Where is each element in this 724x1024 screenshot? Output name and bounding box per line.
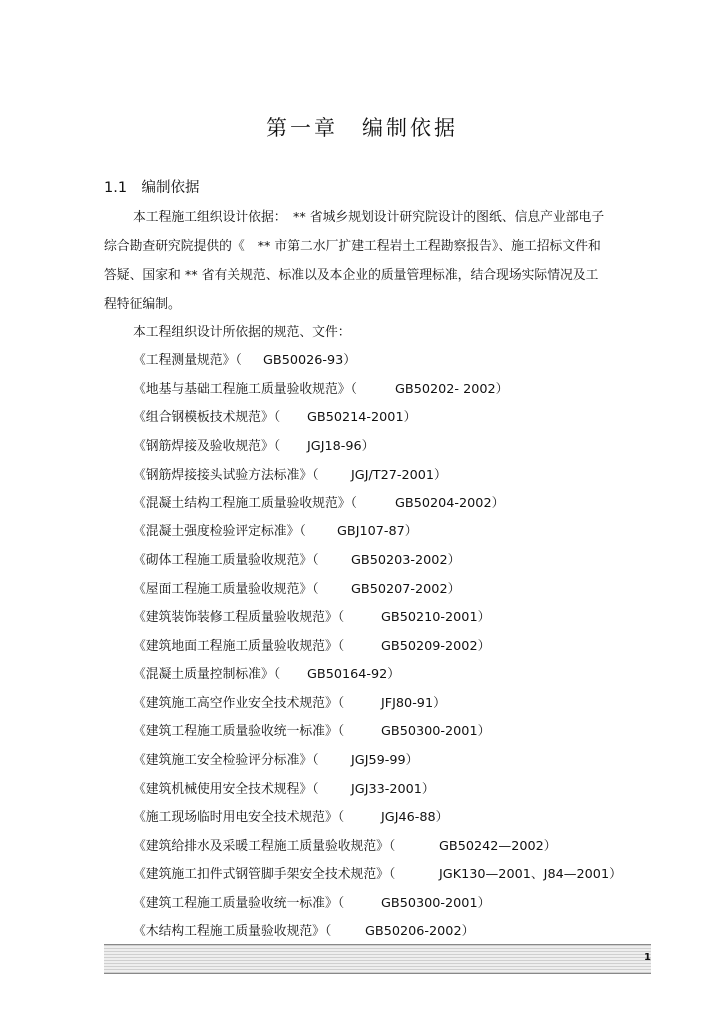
reference-name: 《建筑地面工程施工质量验收规范》（ (133, 639, 345, 654)
reference-item (133, 351, 357, 371)
reference-name: 《建筑装饰装修工程质量验收规范》（ (133, 610, 345, 625)
reference-code: GB50203-2002） (351, 553, 461, 568)
reference-code: GB50026-93） (263, 353, 357, 368)
reference-item (133, 466, 447, 486)
reference-code: GB50242—2002） (439, 839, 557, 854)
reference-code: JGJ33-2001） (351, 782, 435, 797)
reference-name: 《建筑施工高空作业安全技术规范》（ (133, 696, 345, 711)
reference-code: GB50300-2001） (381, 896, 491, 911)
reference-item (133, 494, 505, 514)
reference-code: JGJ18-96） (307, 439, 375, 454)
reference-item (133, 380, 509, 400)
footer-bar (104, 944, 651, 974)
reference-code: GB50207-2002） (351, 582, 461, 597)
paragraph-line: 本工程施工组织设计依据： ** 省城乡规划设计研究院设计的图纸、信息产业部电子 (133, 210, 605, 225)
reference-name: 《钢筋焊接接头试验方法标准》（ (133, 468, 319, 483)
reference-code: GB50300-2001） (381, 724, 491, 739)
reference-name: 《混凝土强度检验评定标准》（ (133, 524, 306, 539)
reference-code: JFJ80-91） (381, 696, 446, 711)
reference-name: 《建筑工程施工质量验收统一标准》（ (133, 896, 345, 911)
section-heading: 1.1 编制依据 (104, 180, 200, 196)
reference-name: 《混凝土质量控制标准》（ (133, 667, 281, 682)
reference-name: 《建筑施工扣件式钢管脚手架安全技术规范》（ (133, 867, 396, 882)
reference-name: 《施工现场临时用电安全技术规范》（ (133, 810, 345, 825)
page-number: 1 (644, 952, 651, 963)
reference-item (133, 408, 417, 428)
reference-name: 《屋面工程施工质量验收规范》（ (133, 582, 319, 597)
reference-item (133, 551, 461, 571)
reference-code: GB50164-92） (307, 667, 401, 682)
reference-code: GB50210-2001） (381, 610, 491, 625)
reference-code: GB50202- 2002） (395, 382, 509, 397)
reference-name: 《组合钢模板技术规范》（ (133, 410, 281, 425)
reference-name: 《建筑机械使用安全技术规程》（ (133, 782, 319, 797)
reference-name: 《混凝土结构工程施工质量验收规范》（ (133, 496, 357, 511)
reference-item (133, 865, 622, 885)
paragraph-line: 综合勘查研究院提供的《 ** 市第二水厂扩建工程岩土工程勘察报告》、施工招标文件和 (104, 239, 601, 254)
reference-item (133, 922, 475, 942)
reference-code: JGK130—2001、J84—2001） (439, 867, 622, 882)
reference-name: 《建筑工程施工质量验收统一标准》（ (133, 724, 345, 739)
reference-item (133, 608, 491, 628)
reference-code: JGJ46-88） (381, 810, 449, 825)
reference-name: 《钢筋焊接及验收规范》（ (133, 439, 281, 454)
reference-item (133, 580, 461, 600)
reference-item (133, 751, 419, 771)
reference-item (133, 665, 401, 685)
paragraph-line: 答疑、国家和 ** 省有关规范、标准以及本企业的质量管理标准，结合现场实际情况及工 (104, 268, 599, 283)
reference-name: 《建筑给排水及采暖工程施工质量验收规范》（ (133, 839, 396, 854)
list-intro: 本工程组织设计所依据的规范、文件： (133, 325, 351, 340)
reference-code: JGJ59-99） (351, 753, 419, 768)
reference-item (133, 437, 375, 457)
reference-code: GBJ107-87） (337, 524, 418, 539)
reference-item (133, 808, 449, 828)
reference-name: 《地基与基础工程施工质量验收规范》（ (133, 382, 357, 397)
reference-item (133, 722, 491, 742)
reference-code: GB50204-2002） (395, 496, 505, 511)
reference-name: 《木结构工程施工质量验收规范》（ (133, 924, 332, 939)
paragraph-line: 程特征编制。 (104, 297, 181, 312)
reference-code: GB50214-2001） (307, 410, 417, 425)
reference-name: 《建筑施工安全检验评分标准》（ (133, 753, 319, 768)
reference-code: JGJ/T27-2001） (351, 468, 447, 483)
reference-item (133, 780, 435, 800)
reference-code: GB50206-2002） (365, 924, 475, 939)
reference-item (133, 894, 491, 914)
chapter-title: 第一章 编制依据 (266, 116, 458, 140)
reference-item (133, 837, 557, 857)
reference-item (133, 522, 418, 542)
reference-item (133, 694, 446, 714)
reference-item (133, 637, 491, 657)
reference-name: 《砌体工程施工质量验收规范》（ (133, 553, 319, 568)
reference-code: GB50209-2002） (381, 639, 491, 654)
reference-name: 《工程测量规范》（ (133, 353, 242, 368)
